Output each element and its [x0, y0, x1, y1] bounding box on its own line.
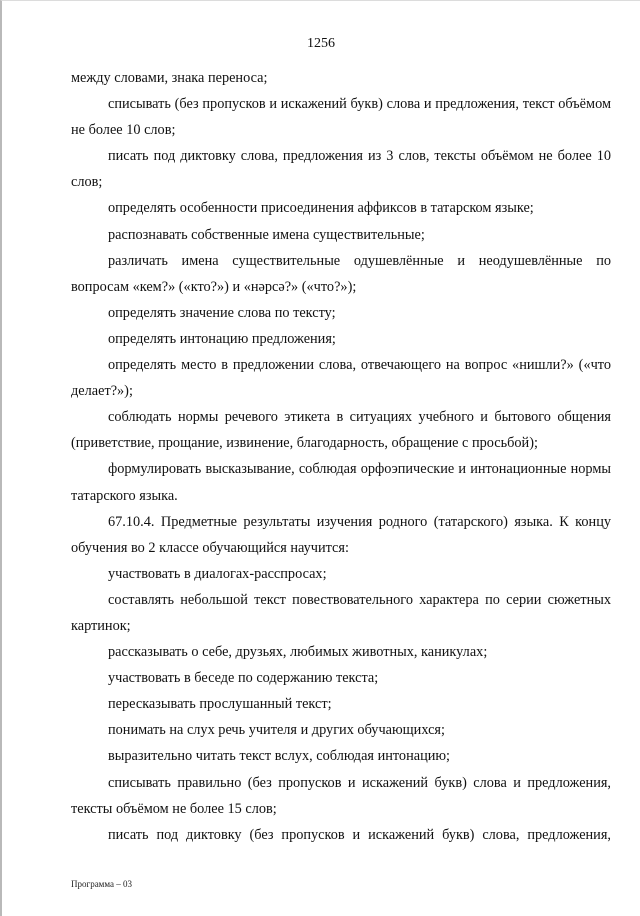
paragraph: составлять небольшой текст повествовательного характера по серии сюжетных картинок;	[71, 591, 611, 634]
page-number: 1256	[307, 36, 335, 51]
paragraph: определять интонацию предложения;	[108, 330, 336, 347]
paragraph-continued: писать под диктовку (без пропусков и искажений букв) слова, предложения,	[108, 826, 611, 843]
paragraph: списывать правильно (без пропусков и искажений букв) слова и предложения, тексты объёмом не более 15 слов;	[71, 774, 611, 817]
paragraph: между словами, знака переноса;	[71, 70, 268, 86]
paragraph: списывать (без пропусков и искажений букв) слова и предложения, текст объёмом не более 10 слов;	[71, 96, 611, 139]
paragraph: формулировать высказывание, соблюдая орфоэпические и интонационные нормы татарского языка.	[71, 461, 611, 504]
paragraph: участвовать в диалогах-расспросах;	[108, 565, 327, 582]
paragraph: определять место в предложении слова, отвечающего на вопрос «нишли?» («что делает?»);	[71, 357, 611, 400]
paragraph: распознавать собственные имена существительные;	[108, 226, 425, 243]
paragraph: соблюдать нормы речевого этикета в ситуациях учебного и бытового общения (приветствие, прощание, извинение, благодарность, обращение с просьбой);	[71, 409, 611, 452]
footer-label: Программа – 03	[71, 879, 133, 889]
paragraph: участвовать в беседе по содержанию текста;	[108, 670, 379, 687]
paragraph: определять значение слова по тексту;	[108, 304, 336, 321]
paragraph: рассказывать о себе, друзьях, любимых животных, каникулах;	[108, 644, 488, 661]
body-text	[71, 65, 611, 848]
section-heading-paragraph: 67.10.4. Предметные результаты изучения родного (татарского) языка. К концу обучения во 2 классе обучающийся научится:	[71, 513, 611, 556]
paragraph: различать имена существительные одушевлённые и неодушевлённые по вопросам «кем?» («кто?») и «нәрсә?» («что?»);	[71, 252, 611, 295]
paragraph: писать под диктовку слова, предложения из 3 слов, тексты объёмом не более 10 слов;	[71, 148, 611, 191]
paragraph: понимать на слух речь учителя и других обучающихся;	[108, 722, 445, 739]
paragraph: определять особенности присоединения аффиксов в татарском языке;	[108, 200, 534, 217]
paragraph: выразительно читать текст вслух, соблюдая интонацию;	[108, 748, 451, 765]
paragraph: пересказывать прослушанный текст;	[108, 696, 332, 713]
